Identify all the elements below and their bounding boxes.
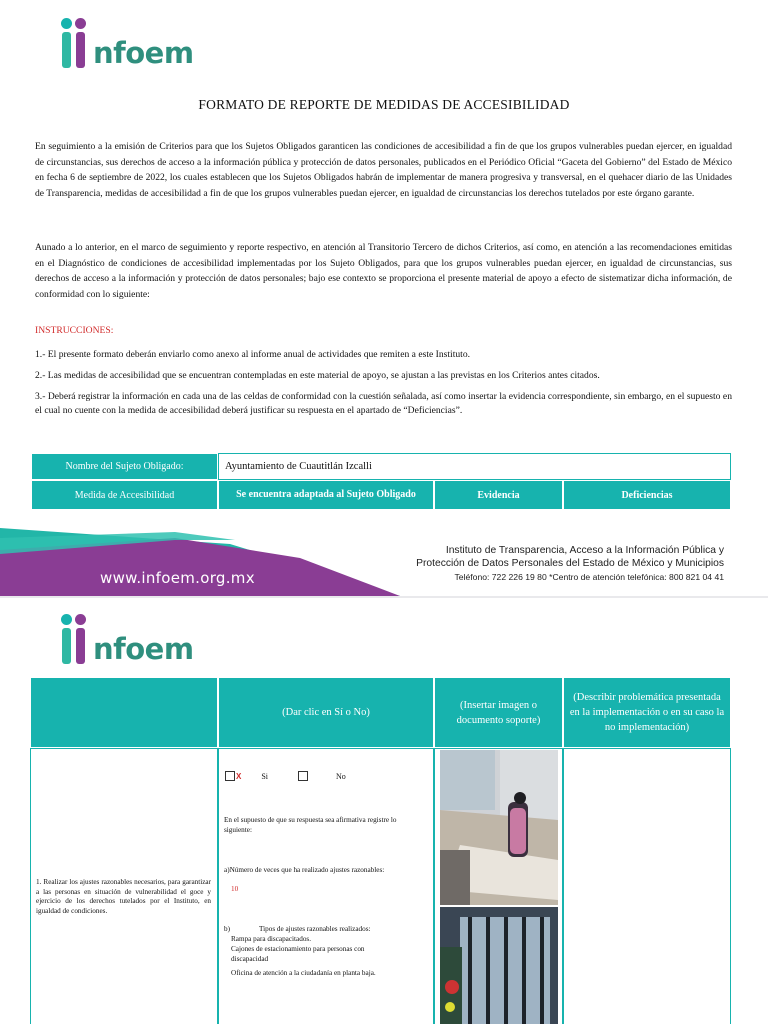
document-title: FORMATO DE REPORTE DE MEDIDAS DE ACCESIBILIDAD [198,97,570,112]
header-medida: Medida de Accesibilidad [31,480,218,510]
subject-value-field[interactable]: Ayuntamiento de Cuautitlán Izcalli [218,453,731,480]
instructions-heading: INSTRUCCIONES: [35,325,114,336]
affirmative-note: En el supuesto de que su respuesta sea afirmativa registre lo siguiente: [224,816,397,834]
header-dar-clic: (Dar clic en Sí o No) [218,677,434,748]
question-a: a)Número de veces que ha realizado ajustes razonables: [224,866,385,874]
header-describir: (Describir problemática presentada en la implementación o en su caso la no implementación) [563,677,731,748]
footer-website-link[interactable]: www.infoem.org.mx [100,569,255,587]
answer-cell [218,748,434,1024]
answer-b-item: Rampa para discapacitados. [231,935,312,943]
answer-a-field[interactable]: 10 [231,885,239,893]
header-adaptada: Se encuentra adaptada al Sujeto Obligado [218,480,434,510]
yes-checkbox[interactable] [225,771,235,781]
subject-label-cell: Nombre del Sujeto Obligado: [31,453,218,480]
infoem-logo [60,614,194,664]
question-b-prefix: b) [224,925,230,933]
measure-cell [30,748,218,1024]
yes-no-options [225,771,346,781]
logo-mark-icon [60,614,92,664]
check-mark-icon: X [236,771,242,781]
logo-wordmark: nfoem [93,36,194,70]
instruction-item: 3.- Deberá registrar la información en cada una de las celdas de conformidad con la cuestión señalada, así como insertar la evidencia correspondiente, sin embargo, en el supuesto en el cual no cuente con la medida de accesibilidad deberá justificar su respuesta en el apartado de “Deficiencias”. [35,391,732,416]
infoem-logo [60,18,194,68]
intro-paragraph: En seguimiento a la emisión de Criterios para que los Sujetos Obligados garanticen las condiciones de accesibilidad a fin de que los grupos vulnerables puedan ejercer, en igualdad de circunstancias, sus derechos de acceso a la información pública y protección de datos personales, publicados en el Periódico Oficial “Gaceta del Gobierno” del Estado de México en fecha 6 de septiembre de 2022, los cuales establecen que los Sujetos Obligados habrán de implementar de manera progresiva y transversal, en el quehacer diario de las Unidades de Transparencia, medidas de accesibilidad a fin de que los grupos vulnerables puedan ejercer, en igualdad de circunstancias los derechos tutelados por este órgano garante. [35,141,732,199]
document-page-2 [0,598,768,1024]
answer-b-item: Oficina de atención a la ciudadanía en planta baja. [231,969,376,977]
header-insertar-imagen: (Insertar imagen o documento soporte) [434,677,563,748]
header-blank [30,677,218,748]
measure-text: 1. Realizar los ajustes razonables necesarios, para garantizar a las personas en situación de vulnerabilidad el goce y ejercicio de los derechos tutelados por el Instituto, en igualdad de condiciones. [36,878,211,915]
context-paragraph: Aunado a lo anterior, en el marco de seguimiento y reporte respectivo, en atención al Transitorio Tercero de dichos Criterios, así como, en atención a las recomendaciones emitidas en el Diagnóstico de condiciones de accesibilidad implementadas por los Sujeto Obligados, para que los grupos vulnerables puedan ejercer, en igualdad de circunstancias, sus derechos de acceso a la información y protección de datos personales; bajo ese contexto se proporciona el presente material de apoyo a efecto de sistematizar dicha información, de conformidad con lo siguiente: [35,242,732,300]
instruction-item: 2.- Las medidas de accesibilidad que se encuentran contempladas en este material de apoyo, se ajustan a las previstas en los Criterios antes citados. [35,370,600,381]
header-evidencia: Evidencia [434,480,563,510]
header-deficiencias: Deficiencias [563,480,731,510]
institute-line: Instituto de Transparencia, Acceso a la Información Pública y [445,545,724,556]
institute-line: Protección de Datos Personales del Estado de México y Municipios [416,558,724,569]
no-checkbox[interactable] [298,771,308,781]
deficiencies-cell[interactable] [563,748,731,1024]
evidence-cell [434,748,563,1024]
logo-mark-icon [60,18,92,68]
yes-label: Si [261,771,269,781]
footer-phone: Teléfono: 722 226 19 80 *Centro de atención telefónica: 800 821 04 41 [454,572,724,582]
question-b: Tipos de ajustes razonables realizados: [259,925,371,933]
instruction-item: 1.- El presente formato deberán enviarlo como anexo al informe anual de actividades que remiten a este Instituto. [35,349,471,360]
answer-b-item: Cajones de estacionamiento para personas con discapacidad [231,945,365,963]
evidence-photo-entrance[interactable] [440,907,558,1024]
evidence-photo-office[interactable] [440,750,558,905]
footer-institute-name [416,544,724,570]
no-label: No [336,771,346,781]
logo-wordmark: nfoem [93,632,194,666]
